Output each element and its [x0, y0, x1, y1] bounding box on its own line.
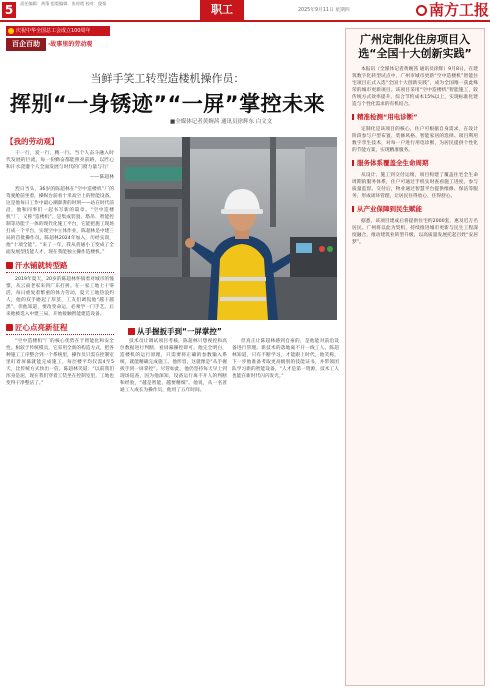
quote-heading: 【我的劳动观】 — [6, 137, 59, 146]
section-tab: 职工 — [200, 0, 244, 20]
campaign-banner — [6, 26, 110, 36]
series-logo — [6, 38, 110, 51]
sidebar-subheading: 服务体系覆盖全生命周期 — [352, 158, 478, 167]
section-heading: 匠心点亮新征程 — [6, 322, 114, 335]
subheading-bar-icon — [352, 160, 354, 166]
subheading-bar-icon — [352, 114, 354, 120]
sidebar-title: 广州定制化住房项目入选“全国十大创新实践” — [358, 33, 472, 60]
section-body: 2019年夏天，20岁的陈超林怀揣着对城市的憧憬，从云南老家来到广东打拼。在一家工地上干零活，每日重复着繁重的体力劳动，夏天工地热浪灼人，他的双手磨起了厚茧，工友们调侃他“越干越黑”，但他知道，要改变命运，必须学一门手艺。后来他被选入中建三局，开始接触智能建造设备。 — [6, 276, 114, 317]
quote-signature: ——陈超林 — [90, 174, 114, 180]
subheading-bar-icon — [352, 206, 354, 212]
worker-photo-illustration — [120, 137, 337, 320]
middle-column-a — [120, 338, 227, 394]
brand-name: 南方工报 — [428, 1, 489, 19]
sidebar-paragraph: 从设计、施工到交付运维，项目构建了覆盖住宅全生命周期的服务体系，住户可通过手机实时查看施工进度，参与质量监督。交付后，物业通过智慧平台提供维修、保洁等服务，形成闭环管理，让居民住得放心、住得舒心。 — [352, 173, 478, 199]
sidebar-paragraph: 据悉，该项目建成后将提供住宅约2000套，惠及近万名居民。广州将以此为契机，持续推进城市更新与民生工程深度融合，推动建筑业转型升级，以高质量发展托起百姓“安居梦”。 — [352, 219, 478, 245]
middle-text-a: 技术员让调试项目考核，陈超林只想视控和高位数据进行判断，看屏幕操控即可。他完全明白，造楼机的运行原理，只需要将正确的参数输入系统，就能精确完成施工。他形容，这就像是“从手握扳手到一屏掌控”。尽管如此，他仍坚持每天早上到现场巡查，因为他深知，设备运行离不开人的判断和经验，“越是智能，越要精细”。他说，从一名普通工人成长为操作员，他用了五年时间。 — [120, 339, 227, 393]
section-bullet-icon — [128, 328, 135, 335]
sidebar-article — [345, 28, 485, 686]
left-column — [6, 136, 114, 387]
page-number: 5 — [2, 2, 16, 18]
article-photo — [120, 137, 337, 320]
sidebar-subheading: 从产业保障到民生赋能 — [352, 204, 478, 213]
campaign-text: 庆祝中华全国总工会成立100周年 — [16, 28, 91, 34]
union-emblem-icon — [8, 28, 14, 34]
section-body: “空中造楼机”厂的核心优势在于智能化和安全性。相较于传统模具，它采用全新的构造方式，把各种施工工序整合到一个系统里，操作员只需在控制室里盯着屏幕就能完成施工，每层楼平均仅需4至5天，比传统方式快出一倍。陈超林笑道：“以前我们浑身是泥，现在我们穿着工装坐在控制室里，工地也变得干净整洁了。” — [6, 338, 114, 386]
editor-credits: 责任编辑：黄箫 组版编辑：张琼霞 校对：俊菊 — [20, 1, 107, 6]
brand-logo-icon — [416, 5, 427, 16]
sidebar-subheading: 精准检测“用电诊断” — [352, 112, 478, 121]
article-byline: ■全媒体记者黄婉茜 通讯员徐辉东 白文文 — [170, 119, 273, 125]
masthead — [0, 0, 490, 22]
middle-column-b — [232, 338, 339, 380]
article-headline: 挥别“一身锈迹”“一屏”掌控未来 — [9, 92, 326, 116]
middle-text-b: 但真正让陈超林感到自豪的，是他能对前沿设备进行管理。新技术的落地离不开一线工人。陈超林知道，只有不断学习，才能跟上时代，他笑称，下一步他准备考取更高级别的技能证书，并带领团队学习新的智能设备，“人才是第一资源，技术工人也能在新时代闪闪发光。” — [232, 339, 339, 379]
issue-date: 2025年9月11日 星期四 — [298, 8, 350, 13]
sidebar-paragraph: 定制化是该项目的核心，住户可根据自身需求，在设计阶段参与户型布置、装修风格、智能家居的选择。项目利用数字孪生技术，对每一户进行用电诊断，为居民提供个性化的节能方案，实现精准服务。 — [352, 127, 478, 153]
section-bullet-icon — [6, 324, 13, 331]
series-name: ·故事里的劳动观 — [48, 41, 93, 48]
section-heading: 汗水铺就转型路 — [6, 260, 114, 273]
article-kicker: 当鲜手笑工转型造楼机操作员： — [90, 72, 245, 85]
newspaper-brand — [405, 0, 489, 20]
section-bullet-icon — [6, 262, 13, 269]
quote-body: 干一行，爱一行，精一行。当个人奋斗融入时代发展的巨流，每一份勤奋都能照亮前路，以匠心和汗水浇灌个人全面发展与时代的门窗力量与行！ — [6, 151, 114, 171]
article-intro: 烈日当头，36岁的陈超林在“空中造楼机”厂的驾驶舱前坐着，操纵台前看十米高空上的智能设备。这是他每日工作中最心潮澎湃的时刻——站在时代前沿，他和同事们一起书写新的篇章。“空中造楼机”厂，又称“造楼机”，是集成装置、塔吊、智能控制等功能于一体的现代化施工平台，它能把施工现场打成一个平台，实现空中立体作业，陈超林是中建三局的首批操作员。陈超林2024年加入，历经实训，他“十项全能”。“来了一年，我从普通小工变成了全面发展型技能人才，现在我能独立操作造楼机。” — [6, 186, 114, 255]
series-mark: 百企百助 — [6, 38, 46, 51]
sidebar-intro: 本报讯（全媒体记者黄婉茜 通讯员徐辉）9月8日，在建筑数字化转型试点中，广州市城市更新“空中造楼机”智能住宅项目正式入选“全国十大创新实践”，成为全国唯一获此殊荣的城市更新项目。该项目采用“空中造楼机”智能施工，较传统方式效率提升，综合节约成本15%以上，实现标准化建造与个性化需求的有机结合。 — [352, 67, 478, 107]
middle-section-heading: 从手握扳手到“一屏掌控” — [128, 326, 222, 337]
